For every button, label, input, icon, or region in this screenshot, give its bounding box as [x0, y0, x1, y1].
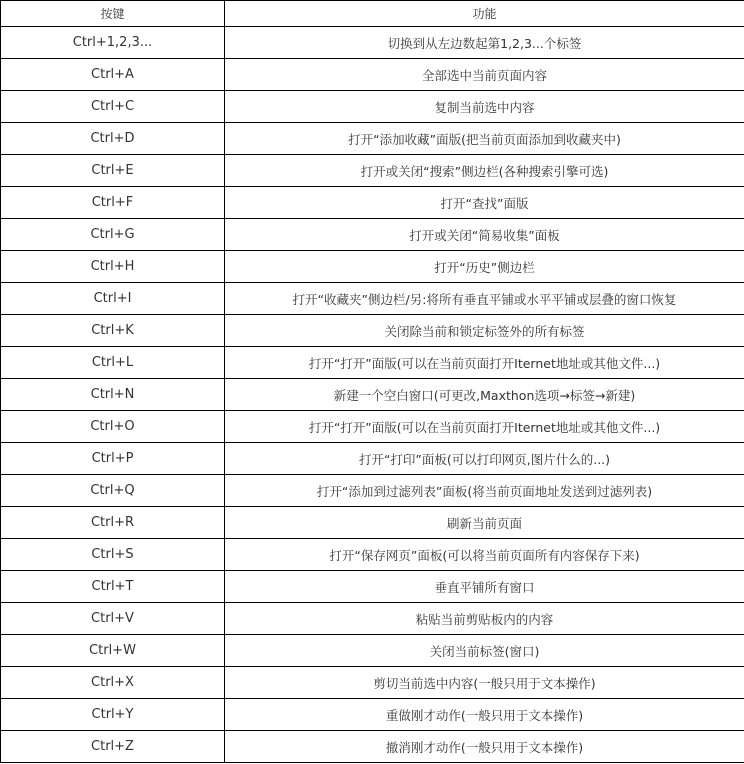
- table-row: [1, 187, 744, 219]
- table-row: [1, 411, 744, 443]
- shortcut-key: Ctrl+S: [1, 539, 225, 571]
- shortcut-function: 打开“打开”面版(可以在当前页面打开Iternet地址或其他文件...): [225, 347, 744, 379]
- shortcut-key: Ctrl+G: [1, 219, 225, 251]
- table-row: [1, 27, 744, 59]
- header-key: 按键: [1, 1, 225, 27]
- shortcut-function: 垂直平铺所有窗口: [225, 571, 744, 603]
- header-row: [1, 1, 744, 27]
- table-row: [1, 539, 744, 571]
- shortcut-function: 全部选中当前页面内容: [225, 59, 744, 91]
- shortcut-key: Ctrl+P: [1, 443, 225, 475]
- shortcut-function: 粘贴当前剪贴板内的内容: [225, 603, 744, 635]
- table-row: [1, 91, 744, 123]
- table-row: [1, 315, 744, 347]
- table-row: [1, 155, 744, 187]
- table-row: [1, 731, 744, 763]
- shortcut-function: 打开或关闭“简易收集”面板: [225, 219, 744, 251]
- shortcut-key: Ctrl+R: [1, 507, 225, 539]
- shortcut-key: Ctrl+K: [1, 315, 225, 347]
- shortcut-key: Ctrl+W: [1, 635, 225, 667]
- shortcut-function: 打开或关闭“搜索”侧边栏(各种搜索引擎可选): [225, 155, 744, 187]
- table-row: [1, 635, 744, 667]
- shortcut-key: Ctrl+H: [1, 251, 225, 283]
- shortcut-function: 刷新当前页面: [225, 507, 744, 539]
- shortcut-function: 打开“打印”面板(可以打印网页,图片什么的...): [225, 443, 744, 475]
- shortcut-function: 打开“打开”面版(可以在当前页面打开Iternet地址或其他文件...): [225, 411, 744, 443]
- shortcut-function: 打开“历史”侧边栏: [225, 251, 744, 283]
- table-row: [1, 699, 744, 731]
- shortcut-key: Ctrl+Q: [1, 475, 225, 507]
- shortcut-key: Ctrl+I: [1, 283, 225, 315]
- table-row: [1, 667, 744, 699]
- shortcut-function: 打开“保存网页”面板(可以将当前页面所有内容保存下来): [225, 539, 744, 571]
- table-row: [1, 603, 744, 635]
- shortcut-function: 重做刚才动作(一般只用于文本操作): [225, 699, 744, 731]
- table-row: [1, 571, 744, 603]
- shortcut-function: 切换到从左边数起第1,2,3...个标签: [225, 27, 744, 59]
- shortcut-key: Ctrl+E: [1, 155, 225, 187]
- table-row: [1, 475, 744, 507]
- shortcut-function: 打开“查找”面版: [225, 187, 744, 219]
- table-row: [1, 123, 744, 155]
- shortcut-function: 剪切当前选中内容(一般只用于文本操作): [225, 667, 744, 699]
- shortcut-function: 打开“添加收藏”面版(把当前页面添加到收藏夹中): [225, 123, 744, 155]
- shortcut-function: 复制当前选中内容: [225, 91, 744, 123]
- table-row: [1, 379, 744, 411]
- shortcut-key: Ctrl+X: [1, 667, 225, 699]
- shortcut-function: 关闭当前标签(窗口): [225, 635, 744, 667]
- shortcut-key: Ctrl+1,2,3...: [1, 27, 225, 59]
- shortcut-key: Ctrl+T: [1, 571, 225, 603]
- shortcut-key: Ctrl+V: [1, 603, 225, 635]
- shortcut-key: Ctrl+N: [1, 379, 225, 411]
- table-row: [1, 347, 744, 379]
- shortcut-key: Ctrl+C: [1, 91, 225, 123]
- shortcut-function: 撤消刚才动作(一般只用于文本操作): [225, 731, 744, 763]
- table-row: [1, 443, 744, 475]
- shortcut-key: Ctrl+A: [1, 59, 225, 91]
- table-row: [1, 283, 744, 315]
- table-row: [1, 59, 744, 91]
- shortcut-key: Ctrl+O: [1, 411, 225, 443]
- shortcut-key: Ctrl+Y: [1, 699, 225, 731]
- header-function: 功能: [225, 1, 744, 27]
- table-row: [1, 507, 744, 539]
- shortcut-key: Ctrl+F: [1, 187, 225, 219]
- table-row: [1, 251, 744, 283]
- shortcut-function: 新建一个空白窗口(可更改,Maxthon选项→标签→新建): [225, 379, 744, 411]
- shortcut-key: Ctrl+L: [1, 347, 225, 379]
- shortcut-key: Ctrl+Z: [1, 731, 225, 763]
- table-row: [1, 219, 744, 251]
- shortcut-key: Ctrl+D: [1, 123, 225, 155]
- shortcut-function: 关闭除当前和锁定标签外的所有标签: [225, 315, 744, 347]
- table-header: [1, 1, 744, 27]
- table-body: [1, 27, 744, 763]
- shortcut-function: 打开“收藏夹”侧边栏/另:将所有垂直平铺或水平平铺或层叠的窗口恢复: [225, 283, 744, 315]
- shortcut-function: 打开“添加到过滤列表”面板(将当前页面地址发送到过滤列表): [225, 475, 744, 507]
